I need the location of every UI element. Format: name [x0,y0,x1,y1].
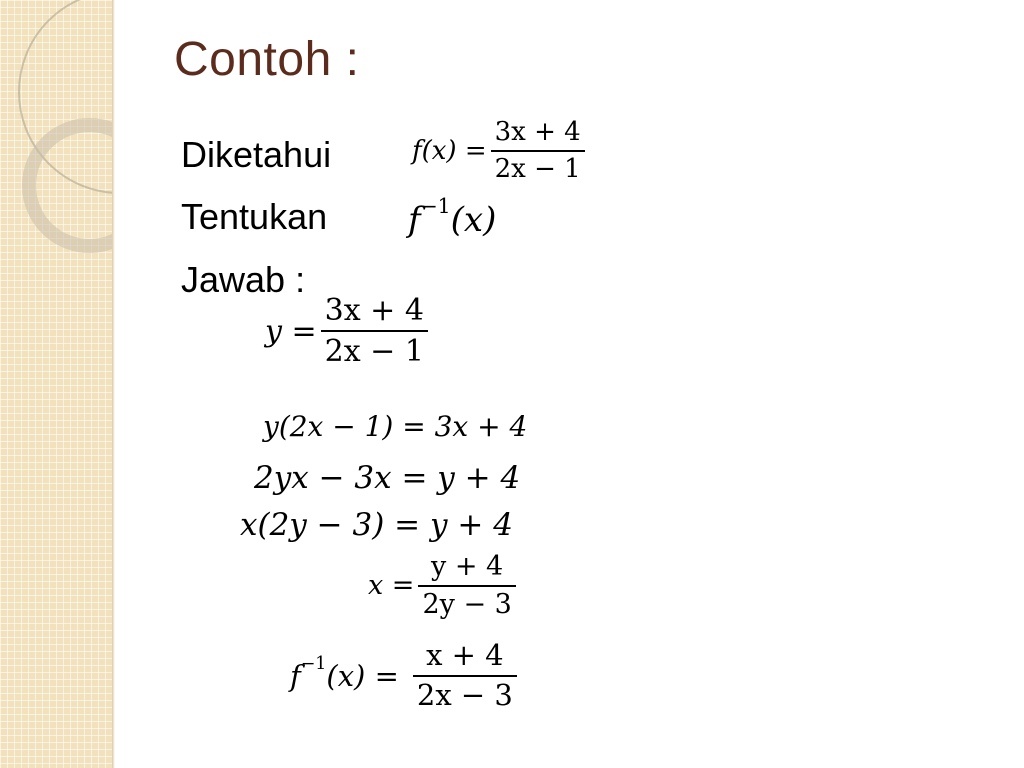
step-2 [263,410,527,443]
step-4 [240,507,513,543]
step-5 [368,552,520,619]
find-expression [408,193,497,240]
fraction-bar [491,150,585,152]
step-3 [254,460,520,496]
fraction-bar [321,330,428,332]
fraction-bar [418,585,515,587]
given-numerator: 3x + 4 [494,117,581,147]
step-6-arg: (x) = [326,658,399,693]
step-4-text: x(2y − 3) = y + 4 [240,507,513,543]
step-6-fraction [413,640,517,712]
given-equation [412,118,589,183]
step-6-numerator: x + 4 [426,638,504,672]
step-1-numerator: 3x + 4 [324,293,424,328]
fraction-bar [413,675,517,677]
step-5-fraction [418,552,515,619]
step-3-text: 2yx − 3x = y + 4 [254,460,521,496]
label-find: Tentukan [181,196,328,237]
step-1-denominator: 2x − 1 [324,334,424,369]
step-6-f: f [290,658,301,693]
given-lhs: f(x) = [412,135,487,166]
find-superscript: −1 [420,193,451,218]
step-6-superscript: −1 [300,653,327,674]
label-given: Diketahui [181,134,332,175]
step-2-text: y(2x − 1) = 3x + 4 [263,410,528,443]
step-1 [265,294,432,368]
find-arg: (x) [450,200,497,240]
step-6 [290,640,521,712]
slide-title: Contoh : [174,33,360,86]
given-fraction [491,118,585,183]
sidebar-edge [112,0,115,768]
label-answer: Jawab : [181,259,306,300]
step-1-fraction [321,294,428,368]
step-5-denominator: 2y − 3 [422,588,512,620]
step-5-numerator: y + 4 [431,551,504,582]
decorative-sidebar [0,0,112,768]
find-f: f [408,200,421,240]
given-denominator: 2x − 1 [494,153,581,184]
step-1-lhs: y = [265,313,317,349]
step-5-lhs: x = [368,570,415,602]
step-6-denominator: 2x − 3 [416,677,513,712]
